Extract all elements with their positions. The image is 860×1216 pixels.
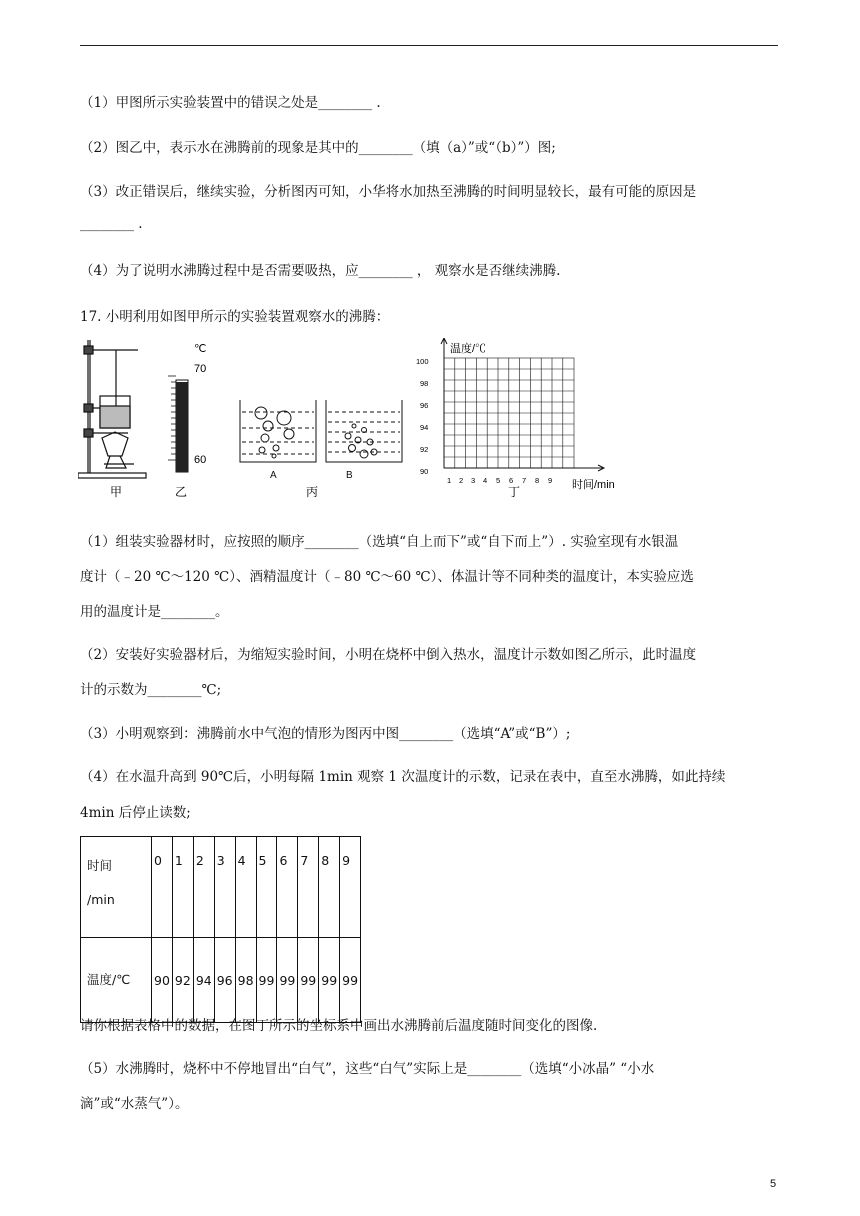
table-cell: 99	[298, 938, 319, 1023]
table-cell: 1	[172, 837, 193, 938]
table-cell: 6	[277, 837, 298, 938]
thermometer-tick-70: 70	[194, 363, 207, 375]
q17-part1: （1）组装实验器材时，应按照的顺序________（选填“自上而下”或“自下而上”）. 实验室现有水银温	[80, 534, 679, 550]
q17-part1-cont2: 用的温度计是________。	[80, 604, 229, 620]
q17-part4: （4）在水温升高到 90℃后，小明每隔 1min 观察 1 次温度计的示数，记录在表中，直至水沸腾，如此持续	[80, 769, 726, 785]
graph-y-label: 温度/℃	[450, 343, 487, 355]
table-cell: 3	[214, 837, 235, 938]
table-header-temperature: 温度/℃	[81, 938, 152, 1023]
q17-part2-cont: 计的示数为________℃;	[80, 682, 222, 698]
q17-part2: （2）安装好实验器材后，为缩短实验时间，小明在烧杯中倒入热水，温度计示数如图乙所示，此时温度	[80, 647, 697, 663]
table-cell: 9	[340, 837, 361, 938]
table-cell: 99	[277, 938, 298, 1023]
q16-part3-cont: ________ .	[80, 216, 143, 232]
table-cell: 4	[235, 837, 256, 938]
q17-part3: （3）小明观察到：沸腾前水中气泡的情形为图丙中图________（选填“A”或“B”）;	[80, 726, 571, 742]
q17-part5-cont: 滴”或“水蒸气”）。	[80, 1096, 189, 1112]
q17-part5: （5）水沸腾时，烧杯中不停地冒出“白气”，这些“白气”实际上是________（选填“小冰晶” “小水	[80, 1061, 655, 1077]
figure-label-jia: 甲	[110, 485, 123, 498]
table-row-time	[81, 837, 361, 938]
table-cell: 94	[193, 938, 214, 1023]
q17-part1-cont: 度计（﹣20 ℃～120 ℃）、酒精温度计（﹣80 ℃～60 ℃）、体温计等不同种类的温度计，本实验应选	[80, 569, 694, 585]
thermometer-tick-60: 60	[194, 454, 207, 466]
x-tick: 6	[509, 476, 514, 485]
temperature-time-graph	[416, 338, 615, 491]
experiment-figure	[78, 338, 638, 498]
table-cell: 8	[319, 837, 340, 938]
q17-part4-cont: 4min 后停止读数;	[80, 805, 191, 821]
q16-part3: （3）改正错误后，继续实验，分析图丙可知，小华将水加热至沸腾的时间明显较长，最有可能的原因是	[80, 184, 697, 200]
x-tick: 1	[447, 476, 452, 485]
x-tick: 9	[548, 476, 553, 485]
table-cell: 96	[214, 938, 235, 1023]
figure-label-yi: 乙	[175, 485, 188, 498]
graph-instruction: 请你根据表格中的数据，在图丁所示的坐标系中画出水沸腾前后温度随时间变化的图像.	[80, 1018, 598, 1034]
beaker-diagrams	[240, 400, 402, 481]
table-cell: 5	[256, 837, 277, 938]
data-table	[80, 836, 361, 1023]
apparatus-diagram	[78, 340, 146, 478]
y-tick: 90	[420, 467, 429, 476]
table-cell: 7	[298, 837, 319, 938]
page-number: 5	[770, 1178, 777, 1190]
q16-part4: （4）为了说明水沸腾过程中是否需要吸热，应________ ， 观察水是否继续沸腾.	[80, 263, 561, 279]
graph-x-label: 时间/min	[572, 479, 615, 491]
figure-label-ding: 丁	[508, 485, 521, 498]
x-tick: 7	[522, 476, 527, 485]
table-cell: 92	[172, 938, 193, 1023]
q16-part2: （2）图乙中，表示水在沸腾前的现象是其中的________（填（a）”或“（b）”）图;	[80, 140, 556, 156]
table-cell: 99	[340, 938, 361, 1023]
graph-grid	[444, 358, 574, 468]
x-tick: 3	[471, 476, 476, 485]
x-tick: 8	[535, 476, 540, 485]
table-header-time: 时间 /min	[81, 837, 152, 938]
x-tick: 2	[459, 476, 464, 485]
x-tick: 5	[496, 476, 501, 485]
y-tick: 94	[420, 423, 429, 432]
figure-label-bing: 丙	[306, 485, 319, 498]
table-cell: 99	[256, 938, 277, 1023]
y-tick: 96	[420, 401, 429, 410]
table-cell: 2	[193, 837, 214, 938]
table-cell: 98	[235, 938, 256, 1023]
beaker-label-b: B	[346, 470, 353, 481]
y-tick: 98	[420, 379, 429, 388]
table-cell: 90	[152, 938, 173, 1023]
beaker-label-a: A	[270, 470, 277, 481]
table-cell: 0	[152, 837, 173, 938]
thermometer-unit: ℃	[194, 343, 207, 355]
q16-part1: （1）甲图所示实验装置中的错误之处是________ .	[80, 95, 381, 111]
q17-title: 17. 小明利用如图甲所示的实验装置观察水的沸腾：	[80, 309, 390, 325]
header-rule	[80, 45, 778, 46]
table-row-temperature	[81, 938, 361, 1023]
table-cell: 99	[319, 938, 340, 1023]
thermometer-diagram	[168, 343, 206, 472]
y-tick: 100	[416, 357, 429, 366]
x-tick: 4	[483, 476, 488, 485]
y-tick: 92	[420, 445, 429, 454]
